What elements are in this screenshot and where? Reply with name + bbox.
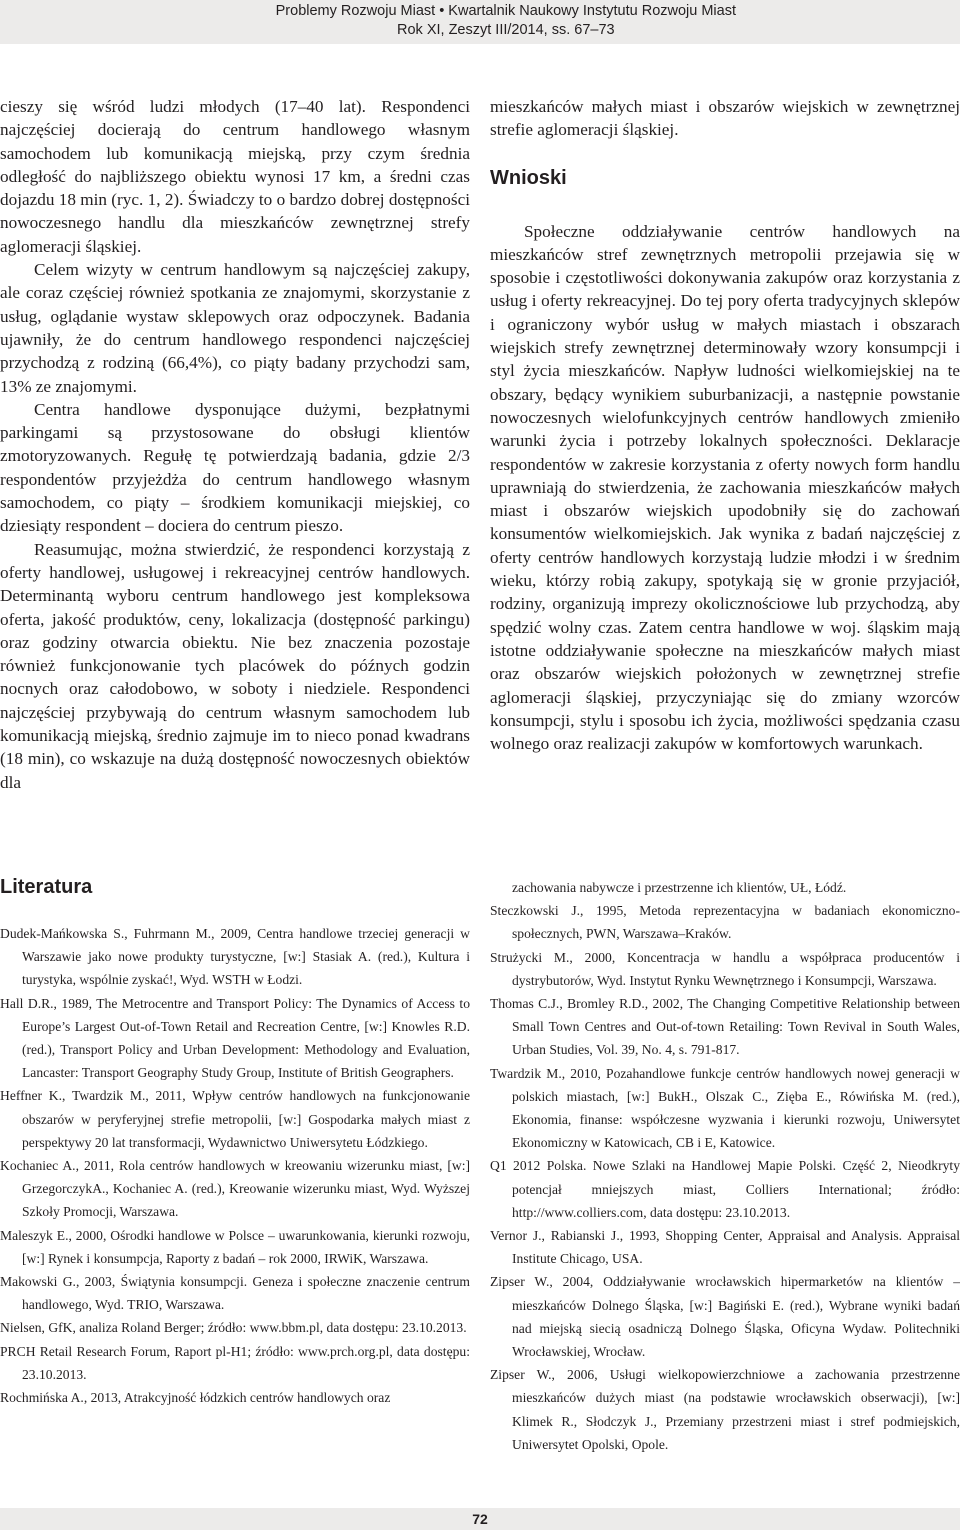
reference-continuation: zachowania nabywcze i przestrzenne ich klientów, UŁ, Łódź. — [512, 880, 847, 895]
reference-entry: Maleszyk E., 2000, Ośrodki handlowe w Polsce – uwarunkowania, kierunki rozwoju, [w:] Rynek i konsumpcja, Raporty z badań – rok 2000, IRWiK, Warszawa. — [0, 1227, 470, 1266]
reference-entry: Strużycki M., 2000, Koncentracja w handlu a współpraca producentów i dystrybutorów, Wyd. Instytut Rynku Wewnętrznego i Konsumpcji, Warszawa. — [490, 949, 960, 988]
reference-entry: Hall D.R., 1989, The Metrocentre and Transport Policy: The Dynamics of Access to Europe’s Largest Out-of-Town Retail and Recreation Centre, [w:] Knowles R.D. (red.), Transport Policy and Urban Development: Methodology and Evaluation, Lancaster: Transport Geography Study Group, Institute of British Geographers. — [0, 995, 470, 1081]
journal-issue-line: Rok XI, Zeszyt III/2014, ss. 67–73 — [397, 22, 615, 38]
reference-entry: Makowski G., 2003, Świątynia konsumpcji. Geneza i społeczne znaczenie centrum handlowego, Wyd. TRIO, Warszawa. — [0, 1274, 470, 1313]
references-left-column — [0, 922, 470, 1409]
body-paragraph: Reasumując, można stwierdzić, że respondenci korzystają z oferty handlowej, usługowej i rekreacyjnej centrów handlowych. Determinantą wyboru centrum handlowego jest kompleksowa oferta, jakość produktów, ceny, lokalizacja (dostępność parkingu) oraz godziny otwarcia obiektu. Nie bez znaczenia pozostaje również funkcjonowanie tych placówek do późnych godzin nocnych oraz całodobowo, w soboty i niedziele. Respondenci najczęściej przybywają do centrum własnym samochodem lub komunikacją miejską, średnio zajmuje im to nieco ponad kwadrans (18 min), co wskazuje na dużą dostępność nowoczesnych obiektów dla — [0, 539, 470, 792]
running-header — [0, 0, 960, 44]
reference-entry: Thomas C.J., Bromley R.D., 2002, The Changing Competitive Relationship between Small Town Centres and Out-of-town Retailing: Town Revival in South Wales, Urban Studies, Vol. 39, No. 4, s. 791-817. — [490, 996, 960, 1058]
reference-entry: Vernor J., Rabianski J., 1993, Shopping Center, Appraisal and Analysis. Appraisal Institute Chicago, USA. — [490, 1228, 960, 1267]
reference-entry: Zipser W., 2004, Oddziaływanie wrocławskich hipermarketów na klientów – mieszkańców Dolnego Śląska, [w:] Bagiński E. (red.), Wybrane wyniki badań nad miejską siecią osadniczą Dolnego Śląska, Oficyna Wydaw. Politechniki Wrocławskiej, Wrocław. — [490, 1274, 960, 1360]
page-number: 72 — [0, 1508, 960, 1530]
reference-entry: PRCH Retail Research Forum, Raport pl-H1; źródło: www.prch.org.pl, data dostępu: 23.10.2013. — [0, 1343, 470, 1382]
right-text-column — [490, 95, 960, 755]
references-right-column — [490, 876, 960, 1456]
left-text-column — [0, 95, 470, 794]
reference-entry: Zipser W., 2006, Usługi wielkopowierzchniowe a zachowania przestrzenne mieszkańców dużych miast (na podstawie wrocławskich obserwacji), [w:] Klimek R., Słodczyk J., Przemiany przestrzeni miast i stref podmiejskich, Uniwersytet Opolski, Opole. — [490, 1367, 960, 1452]
journal-title-line: Problemy Rozwoju Miast • Kwartalnik Naukowy Instytutu Rozwoju Miast — [275, 3, 736, 19]
conclusions-paragraph: Społeczne oddziaływanie centrów handlowych na mieszkańców stref zewnętrznych metropolii przejawia się w sposobie i częstotliwości dokonywania zakupów oraz korzystania z usług i oferty rekreacyjnej. Do tej pory oferta tradycyjnych sklepów i ograniczony wybór usług w małych miastach i obszarach wiejskich strefy zewnętrznej determinowały wzory konsumpcji i styl życia mieszkańców. Napływ ludności wielkomiejskiej na te obszary, będący wynikiem suburbanizacji, a następnie powstanie nowoczesnych wielofunkcyjnych centrów handlowych zmieniło warunki życia i potrzeby lokalnych społeczności. Deklaracje respondentów w zakresie korzystania z oferty nowych form handlu uprawniają do stwierdzenia, że zachowania mieszkańców małych miast i obszarów wiejskich upodobniły się do zachowań konsumentów wielkomiejskich. Jak wynika z badań najczęściej z oferty centrów handlowych korzystają ludzie młodzi i w średnim wieku, którzy robią zakupy, spotykają się w gronie przyjaciół, rodziny, organizują imprezy okolicznościowe lub przychodzą, aby spędzić wolny czas. Zatem centra handlowe w woj. śląskim mają istotne oddziaływanie społeczne na mieszkańców małych miast oraz obszarów wiejskich położonych w zewnętrznej strefie aglomeracji śląskiej, przyczyniając się do zmiany wzorców konsumpcji, stylu i sposobu ich życia, możliwości spędzania czasu wolnego oraz realizacji zakupów w komfortowych warunkach. — [490, 221, 960, 754]
literature-heading: Literatura — [0, 876, 93, 898]
journal-header-text — [276, 2, 736, 40]
section-heading-conclusions: Wnioski — [490, 166, 567, 189]
reference-entry: Nielsen, GfK, analiza Roland Berger; źródło: www.bbm.pl, data dostępu: 23.10.2013. — [0, 1320, 467, 1336]
body-paragraph-continuation: mieszkańców małych miast i obszarów wiejskich w zewnętrznej strefie aglomeracji śląskiej. — [490, 97, 960, 140]
body-paragraph: Celem wizyty w centrum handlowym są najczęściej zakupy, ale coraz częściej również spotkania ze znajomymi, skorzystanie z usług, oglądanie wystaw sklepowych oraz odpoczynek. Badania ujawniły, że do centrum handlowego respondenci najczęściej przychodzą z rodziną (66,4%), co piąty badany przychodzi sam, 13% ze znajomymi. — [0, 260, 470, 396]
reference-entry: Q1 2012 Polska. Nowe Szlaki na Handlowej Mapie Polski. Część 2, Nieodkryty potencjał mniejszych miast, Colliers International; źródło: http://www.colliers.com, data dostępu: 23.10.2013. — [490, 1158, 960, 1220]
reference-entry: Heffner K., Twardzik M., 2011, Wpływ centrów handlowych na funkcjonowanie obszarów w peryferyjnej strefie metropolii, [w:] Gospodarka małych miast z perspektywy 20 lat transformacji, Wydawnictwo Uniwersytetu Łódzkiego. — [0, 1088, 470, 1150]
body-paragraph: cieszy się wśród ludzi młodych (17–40 lat). Respondenci najczęściej docierają do centrum handlowego własnym samochodem lub komunikacją miejską, przy czym średnia odległość do najbliższego obiektu wynosi 17 km, a średni czas dojazdu 18 min (ryc. 1, 2). Świadczy to o bardzo dobrej dostępności nowoczesnego handlu dla mieszkańców zewnętrznej strefy aglomeracji śląskiej. — [0, 97, 470, 256]
reference-entry: Twardzik M., 2010, Pozahandlowe funkcje centrów handlowych nowej generacji w polskich miastach, [w:] BukH., Olszak C., Zięba E., Rówińska M. (red.), Ekonomia, finanse: współczesne wyzwania i kierunki rozwoju, Uniwersytet Ekonomiczny w Katowicach, CB i E, Katowice. — [490, 1065, 960, 1151]
reference-entry: Dudek-Mańkowska S., Fuhrmann M., 2009, Centra handlowe trzeciej generacji w Warszawie jako nowe produkty turystyczne, [w:] Stasiak A. (red.), Kultura i turystyka, wspólnie zyskać!, Wyd. WSTH w Łodzi. — [0, 926, 470, 988]
body-paragraph: Centra handlowe dysponujące dużymi, bezpłatnymi parkingami są przystosowane do obsługi klientów zmotoryzowanych. Regułę tę potwierdzają badania, gdzie 2/3 respondentów przyjeżdża do centrum handlowego własnym samochodem, co piąty – środkiem komunikacji miejskiej, co dziesiąty respondent – dociera do centrum pieszo. — [0, 399, 470, 536]
reference-entry: Steczkowski J., 1995, Metoda reprezentacyjna w badaniach ekonomiczno-społecznych, PWN, Warszawa–Kraków. — [490, 903, 960, 942]
reference-entry: Kochaniec A., 2011, Rola centrów handlowych w kreowaniu wizerunku miast, [w:] GrzegorczykA., Kochaniec A. (red.), Kreowanie wizerunku miast, Wyd. Wyższej Szkoły Promocji, Warszawa. — [0, 1158, 470, 1220]
reference-entry: Rochmińska A., 2013, Atrakcyjność łódzkich centrów handlowych oraz — [0, 1390, 391, 1406]
